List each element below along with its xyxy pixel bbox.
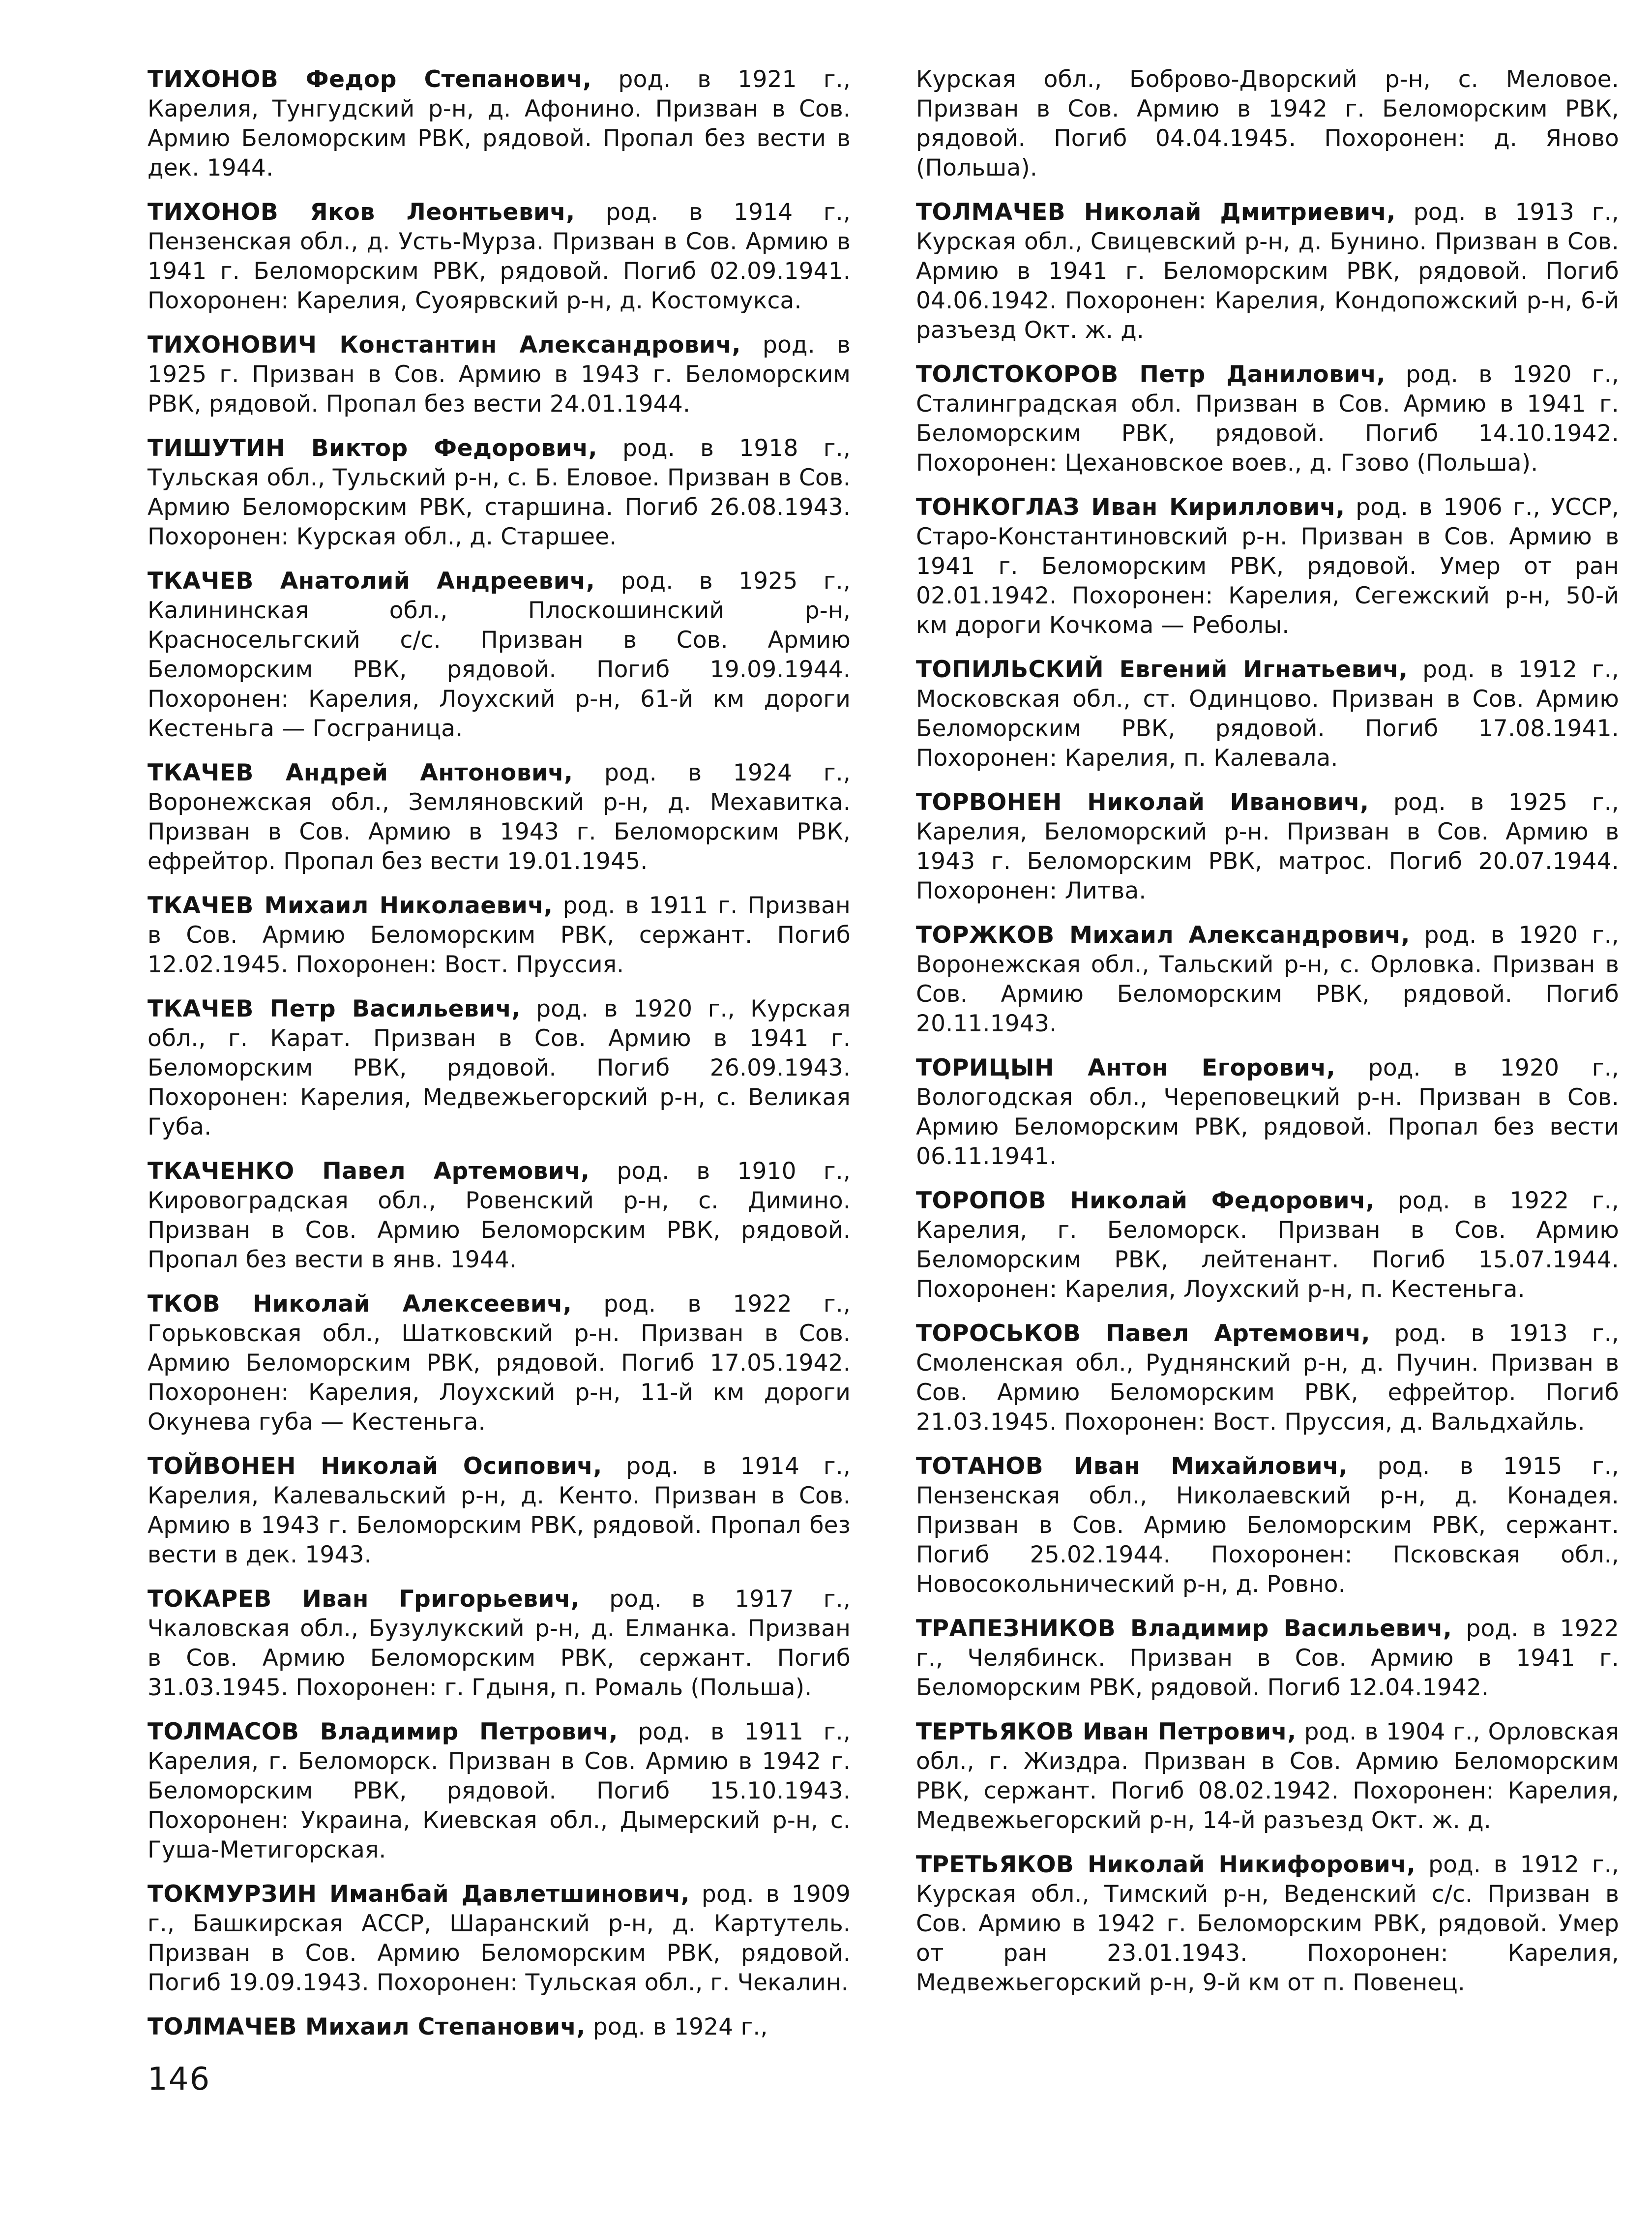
- entry-text: род. в 1925 г., Калининская обл., Плоскошинский р-н, Красносельгский с/с. Призван в Сов. Армию Беломорским РВК, рядовой. Погиб 19.09.1944. Похоронен: Карелия, Лоухский р-н, 61-й км дороги Кестеньга — Госграница.: [148, 568, 851, 742]
- entry-paragraph: [148, 1717, 851, 1865]
- entry-name: ТОЛМАЧЕВ Николай Дмитриевич,: [916, 199, 1396, 226]
- page-number: 146: [148, 2061, 211, 2098]
- entry-paragraph: [148, 1452, 851, 1570]
- entry-paragraph: [148, 1585, 851, 1703]
- entry-name: ТОЛСТОКОРОВ Петр Данилович,: [916, 361, 1386, 388]
- entry-paragraph: [916, 1717, 1619, 1835]
- entry-paragraph: [148, 1157, 851, 1275]
- entry-text: род. в 1914 г., Карелия, Калевальский р-н, д. Кенто. Призван в Сов. Армию в 1943 г. Беломорским РВК, рядовой. Пропал без вести в дек. 1943.: [148, 1453, 851, 1568]
- entry-paragraph: [148, 330, 851, 419]
- entry-text: род. в 1922 г., Горьковская обл., Шатковский р-н. Призван в Сов. Армию Беломорским РВК, рядовой. Погиб 17.05.1942. Похоронен: Карелия, Лоухский р-н, 11-й км дороги Окунева губа — Кестеньга.: [148, 1290, 851, 1436]
- entry-text: род. в 1920 г., Сталинградская обл. Призван в Сов. Армию в 1941 г. Беломорским РВК, рядовой. Погиб 14.10.1942. Похоронен: Цехановское воев., д. Гзово (Польша).: [916, 361, 1620, 477]
- entry-text: род. в 1925 г., Карелия, Беломорский р-н. Призван в Сов. Армию в 1943 г. Беломорским РВК, матрос. Погиб 20.07.1944. Похоронен: Литва.: [916, 789, 1620, 904]
- entry-paragraph: [916, 1614, 1619, 1703]
- entry-paragraph: [916, 1053, 1619, 1171]
- entry-name: ТОЛМАЧЕВ Михаил Степанович,: [148, 2013, 586, 2040]
- entry-paragraph: [916, 1850, 1619, 1998]
- entry-text: род. в 1912 г., Курская обл., Тимский р-н, Веденский с/с. Призван в Сов. Армию в 1942 г. Беломорским РВК, рядовой. Умер от ран 23.01.1943. Похоронен: Карелия, Медвежьегорский р-н, 9-й км от п. Повенец.: [916, 1851, 1620, 1996]
- entry-name: ТОПИЛЬСКИЙ Евгений Игнатьевич,: [916, 656, 1408, 683]
- entry-paragraph: [148, 994, 851, 1142]
- entry-paragraph: [148, 1289, 851, 1437]
- entry-name: ТОРВОНЕН Николай Иванович,: [916, 789, 1369, 816]
- entry-text: род. в 1924 г.,: [585, 2013, 768, 2040]
- entry-text: Курская обл., Боброво-Дворский р-н, с. Меловое. Призван в Сов. Армию в 1942 г. Беломорским РВК, рядовой. Погиб 04.04.1945. Похоронен: д. Яново (Польша).: [916, 66, 1619, 181]
- entry-paragraph: [916, 65, 1619, 183]
- entry-text: род. в 1904 г., Орловская обл., г. Жиздра. Призван в Сов. Армию Беломорским РВК, сержант. Погиб 08.02.1942. Похоронен: Карелия, Медвежьегорский р-н, 14-й разъезд Окт. ж. д.: [916, 1718, 1620, 1834]
- entry-paragraph: [148, 2012, 851, 2042]
- entry-name: ТКАЧЕВ Анатолий Андреевич,: [148, 568, 595, 595]
- entry-name: ТОРИЦЫН Антон Егорович,: [916, 1054, 1336, 1081]
- entry-name: ТЕРТЬЯКОВ Иван Петрович,: [916, 1718, 1297, 1745]
- entry-text: род. в 1920 г., Вологодская обл., Череповецкий р-н. Призван в Сов. Армию Беломорским РВК, рядовой. Пропал без вести 06.11.1941.: [916, 1054, 1619, 1170]
- entry-paragraph: [916, 198, 1619, 345]
- entry-paragraph: [148, 567, 851, 744]
- entry-name: ТОТАНОВ Иван Михайлович,: [916, 1453, 1348, 1480]
- entry-paragraph: [148, 434, 851, 552]
- entry-text: род. в 1910 г., Кировоградская обл., Ровенский р-н, с. Димино. Призван в Сов. Армию Беломорским РВК, рядовой. Пропал без вести в янв. 1944.: [148, 1158, 851, 1273]
- entry-name: ТКАЧЕНКО Павел Артемович,: [148, 1158, 590, 1185]
- right-column: [916, 65, 1619, 2012]
- entry-paragraph: [916, 1186, 1619, 1304]
- entry-name: ТКАЧЕВ Петр Васильевич,: [148, 995, 521, 1022]
- entry-paragraph: [916, 360, 1619, 478]
- entry-name: ТОРОПОВ Николай Федорович,: [916, 1187, 1375, 1214]
- entry-name: ТОНКОГЛАЗ Иван Кириллович,: [916, 494, 1345, 521]
- entry-text: род. в 1922 г., Карелия, г. Беломорск. Призван в Сов. Армию Беломорским РВК, лейтенант. Погиб 15.07.1944. Похоронен: Карелия, Лоухский р-н, п. Кестеньга.: [916, 1187, 1620, 1303]
- entry-text: род. в 1906 г., УССР, Старо-Константиновский р-н. Призван в Сов. Армию в 1941 г. Беломорским РВК, рядовой. Умер от ран 02.01.1942. Похоронен: Карелия, Сегежский р-н, 50-й км дороги Кочкома — Реболы.: [916, 494, 1619, 639]
- entry-paragraph: [916, 1319, 1619, 1437]
- entry-paragraph: [148, 65, 851, 183]
- entry-text: род. в 1925 г. Призван в Сов. Армию в 1943 г. Беломорским РВК, рядовой. Пропал без вести 24.01.1944.: [148, 331, 851, 418]
- entry-name: ТОЛМАСОВ Владимир Петрович,: [148, 1718, 618, 1745]
- entry-text: род. в 1924 г., Воронежская обл., Земляновский р-н, д. Мехавитка. Призван в Сов. Армию в 1943 г. Беломорским РВК, ефрейтор. Пропал без вести 19.01.1945.: [148, 759, 851, 875]
- entry-text: род. в 1911 г., Карелия, г. Беломорск. Призван в Сов. Армию в 1942 г. Беломорским РВК, рядовой. Погиб 15.10.1943. Похоронен: Украина, Киевская обл., Дымерский р-н, с. Гуша-Метигорская.: [148, 1718, 851, 1863]
- entry-text: род. в 1912 г., Московская обл., ст. Одинцово. Призван в Сов. Армию Беломорским РВК, рядовой. Погиб 17.08.1941. Похоронен: Карелия, п. Калевала.: [916, 656, 1619, 772]
- entry-text: род. в 1915 г., Пензенская обл., Николаевский р-н, д. Конадея. Призван в Сов. Армию Беломорским РВК, сержант. Погиб 25.02.1944. Похоронен: Псковская обл., Новосокольнический р-н, д. Ровно.: [916, 1453, 1619, 1598]
- entry-name: ТКАЧЕВ Михаил Николаевич,: [148, 892, 553, 919]
- entry-name: ТОКМУРЗИН Иманбай Давлетшинович,: [148, 1881, 690, 1908]
- entry-name: ТИХОНОВИЧ Константин Александрович,: [148, 331, 741, 359]
- entry-name: ТРАПЕЗНИКОВ Владимир Васильевич,: [916, 1615, 1452, 1642]
- entry-paragraph: [916, 655, 1619, 773]
- entry-text: род. в 1921 г., Карелия, Тунгудский р-н, д. Афонино. Призван в Сов. Армию Беломорским РВК, рядовой. Пропал без вести в дек. 1944.: [148, 66, 851, 181]
- entry-name: ТКОВ Николай Алексеевич,: [148, 1290, 572, 1318]
- entry-paragraph: [148, 198, 851, 316]
- entry-text: род. в 1913 г., Смоленская обл., Руднянский р-н, д. Пучин. Призван в Сов. Армию Беломорским РВК, ефрейтор. Погиб 21.03.1945. Похоронен: Вост. Пруссия, д. Вальдхайль.: [916, 1320, 1619, 1436]
- entry-text: род. в 1914 г., Пензенская обл., д. Усть-Мурза. Призван в Сов. Армию в 1941 г. Беломорским РВК, рядовой. Погиб 02.09.1941. Похоронен: Карелия, Суоярвский р-н, д. Костомукса.: [148, 199, 851, 314]
- entry-paragraph: [148, 758, 851, 876]
- entry-paragraph: [916, 921, 1619, 1039]
- entry-paragraph: [916, 493, 1619, 640]
- entry-text: род. в 1913 г., Курская обл., Свицевский р-н, д. Бунино. Призван в Сов. Армию в 1941 г. Беломорским РВК, рядовой. Погиб 04.06.1942. Похоронен: Карелия, Кондопожский р-н, 6-й разъезд Окт. ж. д.: [916, 199, 1619, 344]
- entry-name: ТКАЧЕВ Андрей Антонович,: [148, 759, 573, 786]
- entry-name: ТОКАРЕВ Иван Григорьевич,: [148, 1586, 580, 1613]
- entry-text: род. в 1920 г., Курская обл., г. Карат. Призван в Сов. Армию в 1941 г. Беломорским РВК, рядовой. Погиб 26.09.1943. Похоронен: Карелия, Медвежьегорский р-н, с. Великая Губа.: [148, 995, 851, 1140]
- entry-paragraph: [916, 1452, 1619, 1599]
- entry-text: род. в 1922 г., Челябинск. Призван в Сов. Армию в 1941 г. Беломорским РВК, рядовой. Погиб 12.04.1942.: [916, 1615, 1619, 1701]
- entry-name: ТИХОНОВ Яков Леонтьевич,: [148, 199, 575, 226]
- entry-paragraph: [148, 1880, 851, 1998]
- entry-text: род. в 1909 г., Башкирская АССР, Шаранский р-н, д. Картутель. Призван в Сов. Армию Беломорским РВК, рядовой. Погиб 19.09.1943. Похоронен: Тульская обл., г. Чекалин.: [148, 1881, 851, 1996]
- entry-text: род. в 1918 г., Тульская обл., Тульский р-н, с. Б. Еловое. Призван в Сов. Армию Беломорским РВК, старшина. Погиб 26.08.1943. Похоронен: Курская обл., д. Старшее.: [148, 435, 851, 550]
- entry-name: ТИХОНОВ Федор Степанович,: [148, 66, 592, 93]
- entry-name: ТРЕТЬЯКОВ Николай Никифорович,: [916, 1851, 1416, 1878]
- entry-text: род. в 1920 г., Воронежская обл., Тальский р-н, с. Орловка. Призван в Сов. Армию Беломорским РВК, рядовой. Погиб 20.11.1943.: [916, 922, 1619, 1037]
- entry-paragraph: [148, 891, 851, 980]
- entry-text: род. в 1911 г. Призван в Сов. Армию Беломорским РВК, сержант. Погиб 12.02.1945. Похоронен: Вост. Пруссия.: [148, 892, 851, 978]
- entry-text: род. в 1917 г., Чкаловская обл., Бузулукский р-н, д. Елманка. Призван в Сов. Армию Беломорским РВК, сержант. Погиб 31.03.1945. Похоронен: г. Гдыня, п. Ромаль (Польша).: [148, 1586, 851, 1701]
- entry-name: ТОЙВОНЕН Николай Осипович,: [148, 1453, 602, 1480]
- left-column: [148, 65, 851, 2057]
- entry-paragraph: [916, 788, 1619, 906]
- entry-name: ТИШУТИН Виктор Федорович,: [148, 435, 597, 462]
- entry-name: ТОРЖКОВ Михаил Александрович,: [916, 922, 1410, 949]
- entry-name: ТОРОСЬКОВ Павел Артемович,: [916, 1320, 1370, 1347]
